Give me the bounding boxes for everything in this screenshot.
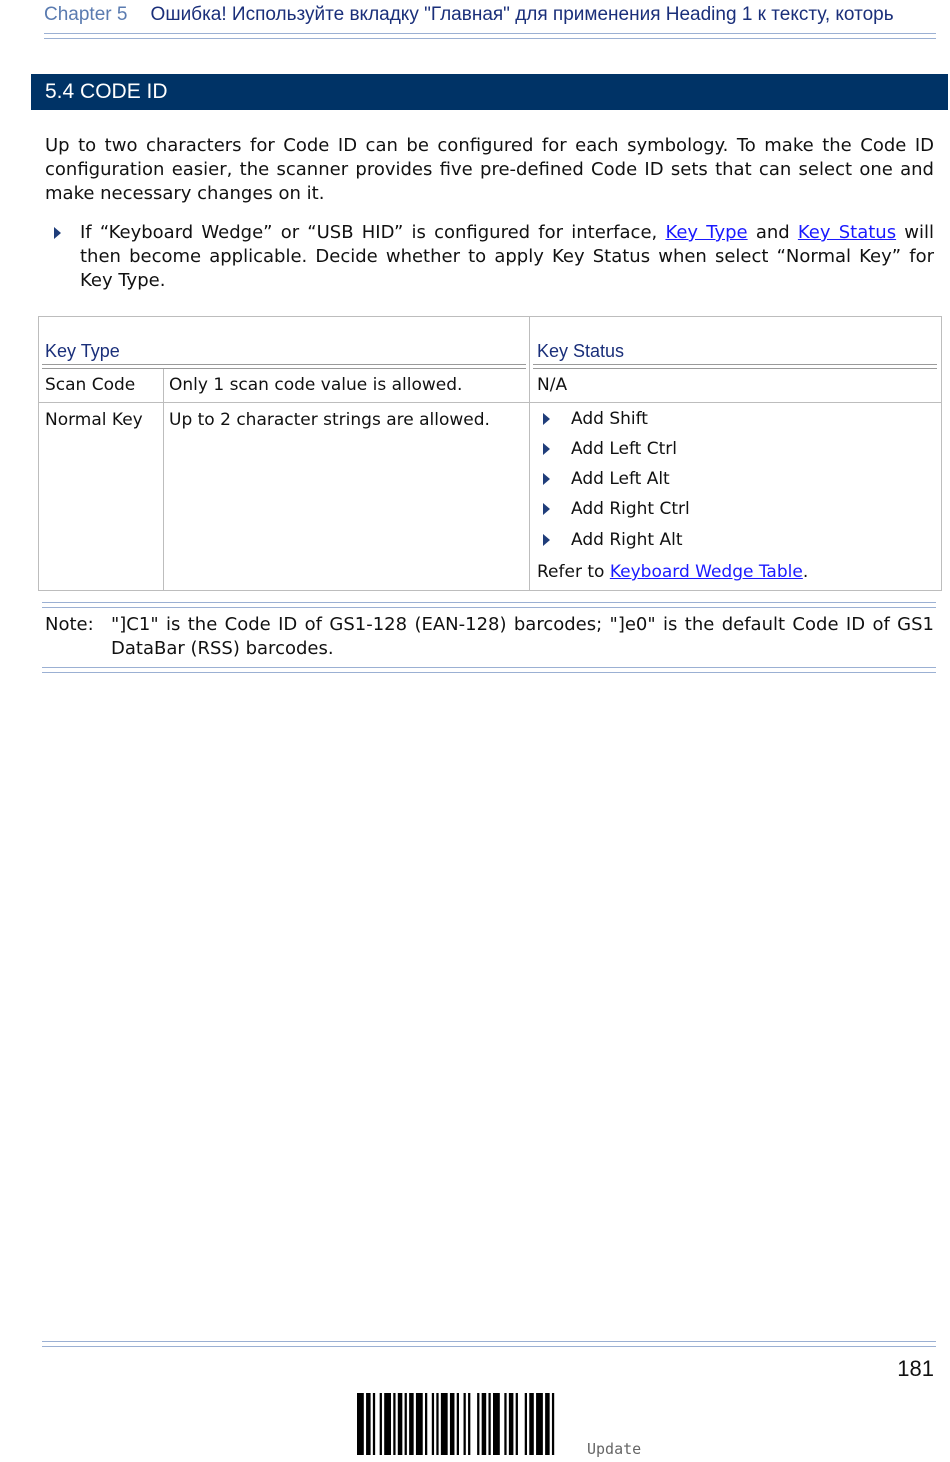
keyboard-wedge-table-link[interactable]: Keyboard Wedge Table	[609, 562, 803, 582]
barcode-bar	[398, 1393, 403, 1455]
bullet-arrow-icon	[54, 227, 61, 239]
barcode-bar	[450, 1393, 455, 1455]
barcode-bar	[529, 1393, 534, 1455]
refer-line	[537, 561, 808, 583]
header-underline-type	[42, 364, 526, 369]
table-divider-status	[529, 316, 530, 591]
barcode-label: Update	[587, 1440, 642, 1458]
header-error-text: Ошибка! Используйте вкладку "Главная" для применения Heading 1 к тексту, которь	[150, 4, 894, 25]
barcode-bar	[457, 1393, 459, 1455]
barcode-bar	[366, 1393, 371, 1455]
note-top-rule	[42, 602, 936, 608]
bullet-text-pre: If “Keyboard Wedge” or “USB HID” is configured for interface,	[80, 222, 666, 243]
status-item-label: Add Shift	[571, 409, 648, 429]
barcode-bar	[468, 1393, 470, 1455]
barcode-bar	[552, 1393, 554, 1455]
header-rule	[44, 33, 936, 39]
barcode-bar	[380, 1393, 382, 1455]
barcode-bar	[405, 1393, 407, 1455]
barcode-bar	[493, 1393, 500, 1455]
key-status-link[interactable]: Key Status	[797, 222, 897, 243]
bullet-arrow-icon	[543, 443, 550, 455]
barcode-bar	[509, 1393, 514, 1455]
barcode-bar	[536, 1393, 543, 1455]
row2-desc: Up to 2 character strings are allowed.	[169, 410, 490, 430]
barcode-bar	[477, 1393, 479, 1455]
barcode-bar	[357, 1393, 364, 1455]
note-label: Note:	[45, 614, 94, 635]
section-title: 5.4 CODE ID	[31, 74, 948, 110]
barcode-bar	[393, 1393, 395, 1455]
update-barcode	[357, 1393, 561, 1455]
header-underline-status	[533, 364, 937, 369]
barcode-bar	[373, 1393, 375, 1455]
barcode-bar	[504, 1393, 506, 1455]
row1-type: Scan Code	[45, 375, 136, 395]
row-separator	[39, 402, 941, 403]
bullet-arrow-icon	[543, 534, 550, 546]
chapter-label: Chapter 5	[44, 4, 128, 25]
row1-desc: Only 1 scan code value is allowed.	[169, 375, 463, 395]
status-item-label: Add Right Alt	[571, 530, 683, 550]
status-item-label: Add Left Alt	[571, 469, 670, 489]
barcode-bar	[384, 1393, 391, 1455]
barcode-bar	[464, 1393, 466, 1455]
footer-rule	[42, 1341, 936, 1347]
barcode-bar	[425, 1393, 427, 1455]
bullet-text-post: will then become applicable. Decide whether to apply Key Status when select “Normal Key” for Key Type.	[80, 222, 935, 291]
barcode-bar	[482, 1393, 487, 1455]
running-header	[44, 4, 936, 26]
key-type-link[interactable]: Key Type	[665, 222, 748, 243]
note-text: "]C1" is the Code ID of GS1-128 (EAN-128) barcodes; "]e0" is the default Code ID of GS1 DataBar (RSS) barcodes.	[111, 614, 934, 659]
note-bottom-rule	[42, 667, 936, 673]
status-item-label: Add Right Ctrl	[571, 499, 690, 519]
bullet-arrow-icon	[543, 413, 550, 425]
barcode-bar	[516, 1393, 518, 1455]
bullet-arrow-icon	[543, 503, 550, 515]
intro-paragraph: Up to two characters for Code ID can be configured for each symbology. To make the Code ID configuration easier, the scanner provides five pre-defined Code ID sets that can select one and make necessary changes on it.	[45, 135, 934, 204]
bullet-text-mid: and	[747, 222, 798, 243]
barcode-bar	[545, 1393, 550, 1455]
barcode-bar	[525, 1393, 527, 1455]
row2-type: Normal Key	[45, 410, 143, 430]
barcode-bar	[432, 1393, 434, 1455]
barcode-bar	[488, 1393, 490, 1455]
page-number: 181	[897, 1356, 934, 1381]
key-table	[38, 316, 942, 591]
refer-post: .	[802, 562, 809, 582]
bullet-arrow-icon	[543, 473, 550, 485]
barcode-bar	[441, 1393, 448, 1455]
barcode-bar	[436, 1393, 438, 1455]
row1-status: N/A	[537, 375, 568, 395]
barcode-bar	[409, 1393, 414, 1455]
header-key-status: Key Status	[537, 341, 625, 361]
interface-bullet	[80, 221, 934, 293]
barcode-bar	[416, 1393, 423, 1455]
status-item-label: Add Left Ctrl	[571, 439, 677, 459]
header-key-type: Key Type	[45, 341, 120, 361]
refer-pre: Refer to	[537, 562, 610, 582]
